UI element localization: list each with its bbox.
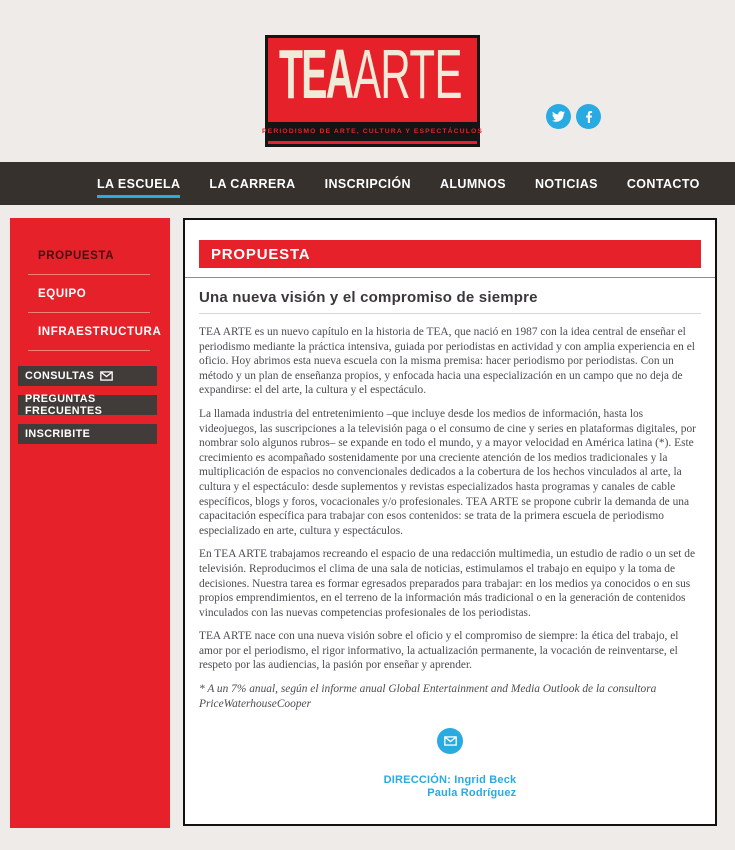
logo-word-thin: ARTE bbox=[353, 35, 462, 113]
footnote: * A un 7% anual, según el informe anual Global Entertainment and Media Outlook de la consultora PriceWaterhouseCooper bbox=[199, 683, 657, 710]
nav-item-noticias[interactable]: NOTICIAS bbox=[534, 176, 598, 191]
paragraph: La llamada industria del entretenimiento –que incluye desde los medios de información, hasta los videojuegos, las suscripciones a la televisión paga o el consumo de cine y series en plataformas digitales, por nombrar solo algunos rubros– se expande en todo el mundo, y a mayor velocidad en América latina (*). Este crecimiento es acompañado sostenidamente por una creciente atención de los medios tradicionales y la multiplicación de espacios no convencionales dedicados a la cobertura de los hechos vinculados al arte, la cultura y el espectáculo: desde suplementos y revistas especializados hasta programas y canales de cable específicos, blogs y foros, vocacionales y/o profesionales. TEA ARTE se propone cubrir la demanda de una capacitación específica para trabajar con esos contenidos: se trata de la primera escuela de periodismo especializado en arte, cultura y espectáculos. bbox=[199, 407, 696, 537]
main-content bbox=[183, 218, 717, 826]
twitter-button[interactable] bbox=[546, 104, 571, 129]
page-title: Una nueva visión y el compromiso de siempre bbox=[199, 289, 538, 306]
direction-line1: DIRECCIÓN: Ingrid Beck bbox=[383, 774, 517, 787]
preguntas-frecuentes-button[interactable] bbox=[18, 395, 157, 415]
nav-item-inscripcion[interactable]: INSCRIPCIÓN bbox=[324, 176, 411, 191]
sidebar-item-propuesta[interactable]: PROPUESTA bbox=[38, 250, 115, 262]
site-logo[interactable] bbox=[262, 35, 483, 147]
inscribite-label: INSCRIBITE bbox=[25, 428, 91, 440]
envelope-icon bbox=[94, 371, 113, 381]
nav-item-la-escuela[interactable]: LA ESCUELA bbox=[97, 170, 180, 198]
envelope-icon bbox=[444, 736, 457, 746]
paragraph: TEA ARTE nace con una nueva visión sobre el oficio y el compromiso de siempre: la ética del trabajo, el amor por el periodismo, el rigor informativo, la actualización permanente, la vocación de reinventarse, el respeto por las audiencias, la pasión por enseñar y aprender. bbox=[199, 630, 679, 672]
paragraph: TEA ARTE es un nuevo capítulo en la historia de TEA, que nació en 1987 con la idea central de enseñar el periodismo mediante la práctica intensiva, guiada por periodistas en actividad y con amplia experiencia en el oficio. Hoy abrimos esta nueva escuela con la misma premisa: hacer periodismo por periodistas. Con un método y un plan de enseñanza propios, y enfocada hacia una especialización en un campo que no deja de expandirse: el del arte, la cultura y el espectáculo. bbox=[199, 326, 695, 397]
sidebar-buttons bbox=[10, 366, 170, 444]
logo-word-bold: TEA bbox=[279, 35, 353, 113]
heading-divider bbox=[199, 313, 701, 314]
article-body bbox=[199, 325, 701, 711]
social-links bbox=[546, 104, 601, 129]
direction-block bbox=[199, 774, 701, 801]
twitter-icon bbox=[552, 110, 565, 123]
facebook-button[interactable] bbox=[576, 104, 601, 129]
sidebar bbox=[10, 218, 170, 828]
banner-divider bbox=[185, 277, 715, 278]
paragraph: En TEA ARTE trabajamos recreando el espacio de una redacción multimedia, un estudio de radio o un set de televisión. Reproducimos el clima de una sala de noticias, estimulamos el trabajo en equipo y la toma de decisiones. Nuestra tarea es formar egresados preparados para trabajar: en los medios ya conocidos o en sus propios emprendimientos, en el terreno de la información más tradicional o en la generación de contenidos vinculados con las nuevas competencias profesionales de los periodistas. bbox=[199, 548, 696, 619]
logo-tagline: PERIODISMO DE ARTE, CULTURA Y ESPECTÁCULOS bbox=[262, 128, 483, 135]
nav-item-la-carrera[interactable]: LA CARRERA bbox=[209, 176, 296, 191]
consultas-button-label: CONSULTAS bbox=[25, 370, 95, 382]
facebook-icon bbox=[583, 111, 595, 123]
direction-line2: Paula Rodríguez bbox=[427, 787, 517, 800]
logo-tagline-strip bbox=[262, 122, 483, 141]
nav-item-alumnos[interactable]: ALUMNOS bbox=[439, 176, 506, 191]
main-nav bbox=[0, 162, 735, 205]
contact-mail-button[interactable] bbox=[437, 728, 463, 754]
nav-item-contacto[interactable]: CONTACTO bbox=[626, 176, 700, 191]
sidebar-item-equipo[interactable]: EQUIPO bbox=[38, 288, 87, 300]
sidebar-divider bbox=[28, 350, 150, 351]
sidebar-item-infraestructura[interactable]: INFRAESTRUCTURA bbox=[38, 326, 162, 338]
inscribite-button[interactable] bbox=[18, 424, 157, 444]
section-banner: PROPUESTA bbox=[199, 240, 701, 268]
preguntas-frecuentes-label: PREGUNTAS FRECUENTES bbox=[25, 393, 103, 417]
consultas-button[interactable] bbox=[18, 366, 157, 386]
